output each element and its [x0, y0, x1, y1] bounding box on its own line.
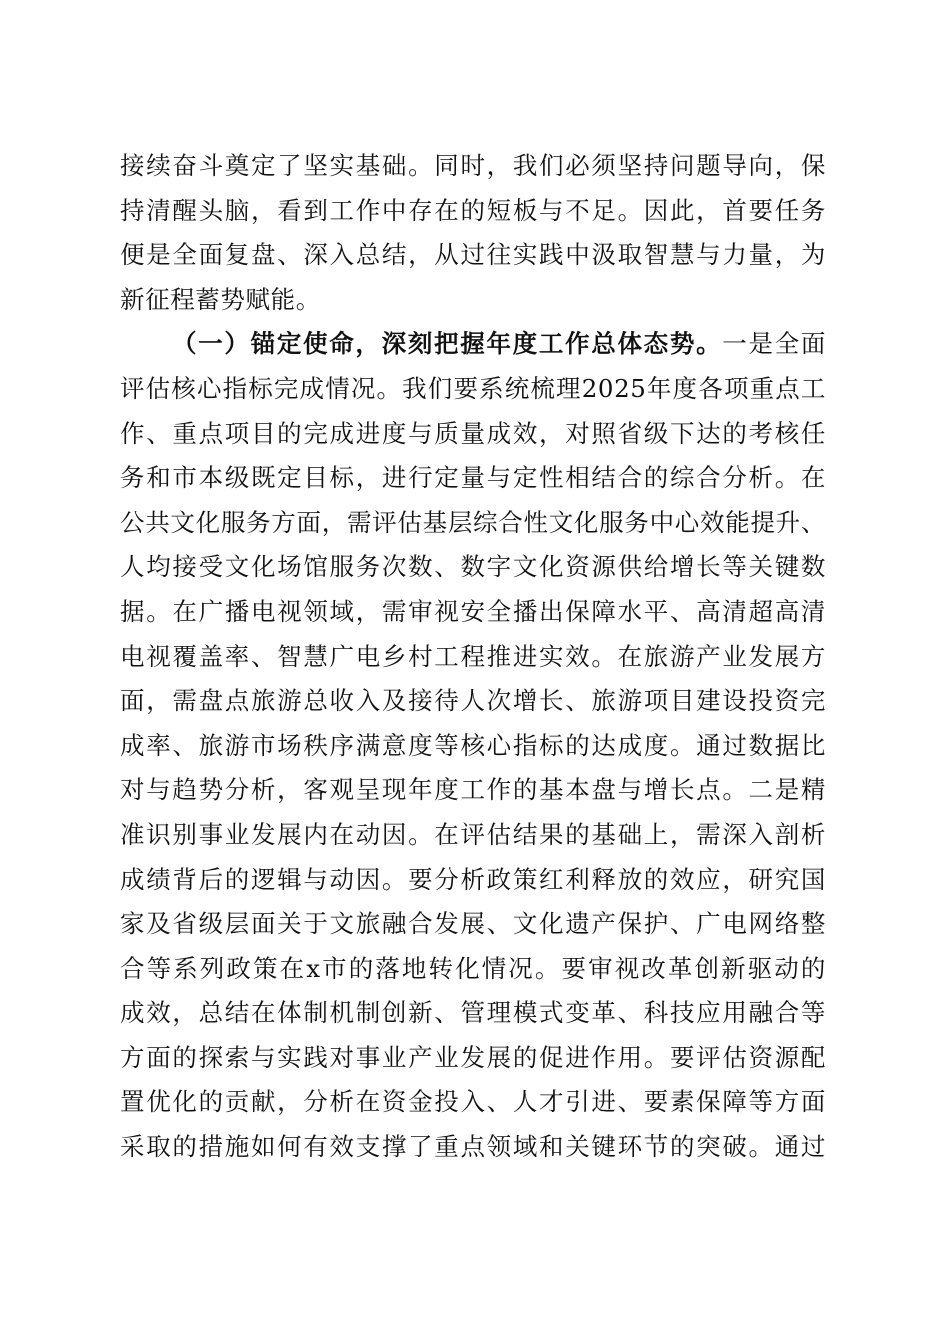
paragraph-first-line	[120, 322, 826, 367]
paragraph-line: 对与趋势分析，客观呈现年度工作的基本盘与增长点。二是精	[120, 775, 826, 805]
paragraph-line: 合等系列政策在x市的落地转化情况。要审视改革创新驱动的	[120, 953, 826, 983]
paragraph-line: 评估核心指标完成情况。我们要系统梳理2025年度各项重点工	[120, 373, 826, 403]
paragraph-line: 成绩背后的逻辑与动因。要分析政策红利释放的效应，研究国	[120, 864, 826, 894]
paragraph-line: 方面的探索与实践对事业产业发展的促进作用。要评估资源配	[120, 1042, 826, 1072]
paragraph-line: 电视覆盖率、智慧广电乡村工程推进实效。在旅游产业发展方	[120, 641, 826, 671]
paragraph-line: 家及省级层面关于文旅融合发展、文化遗产保护、广电网络整	[120, 909, 826, 939]
paragraph-line: 人均接受文化场馆服务次数、数字文化资源供给增长等关键数	[120, 552, 826, 582]
paragraph-line: 置优化的贡献，分析在资金投入、人才引进、要素保障等方面	[120, 1087, 826, 1117]
paragraph-line: 新征程蓄势赋能。	[120, 284, 321, 314]
paragraph-1	[120, 144, 826, 322]
paragraph-line: 便是全面复盘、深入总结，从过往实践中汲取智慧与力量，为	[120, 240, 826, 270]
paragraph-line: 成效，总结在体制机制创新、管理模式变革、科技应用融合等	[120, 998, 826, 1028]
paragraph-line: 公共文化服务方面，需评估基层综合性文化服务中心效能提升、	[120, 507, 826, 537]
paragraph-line: 采取的措施如何有效支撑了重点领域和关键环节的突破。通过	[120, 1132, 826, 1162]
paragraph-line: 据。在广播电视领域，需审视安全播出保障水平、高清超高清	[120, 596, 826, 626]
paragraph-line: 面，需盘点旅游总收入及接待人次增长、旅游项目建设投资完	[120, 686, 826, 716]
paragraph-line: 成率、旅游市场秩序满意度等核心指标的达成度。通过数据比	[120, 730, 826, 760]
body-text	[120, 144, 826, 1170]
paragraph-line: 准识别事业发展内在动因。在评估结果的基础上，需深入剖析	[120, 819, 826, 849]
paragraph-2	[120, 322, 826, 1169]
paragraph-line: 接续奋斗奠定了坚实基础。同时，我们必须坚持问题导向，保	[120, 151, 826, 180]
section-heading: （一）锚定使命，深刻把握年度工作总体态势。	[172, 329, 723, 359]
paragraph-line: 作、重点项目的完成进度与质量成效，对照省级下达的考核任	[120, 418, 826, 448]
paragraph-line: 务和市本级既定目标，进行定量与定性相结合的综合分析。在	[120, 463, 826, 493]
heading-line-rest: 一是全面	[722, 329, 826, 359]
paragraph-line: 持清醒头脑，看到工作中存在的短板与不足。因此，首要任务	[120, 195, 826, 225]
